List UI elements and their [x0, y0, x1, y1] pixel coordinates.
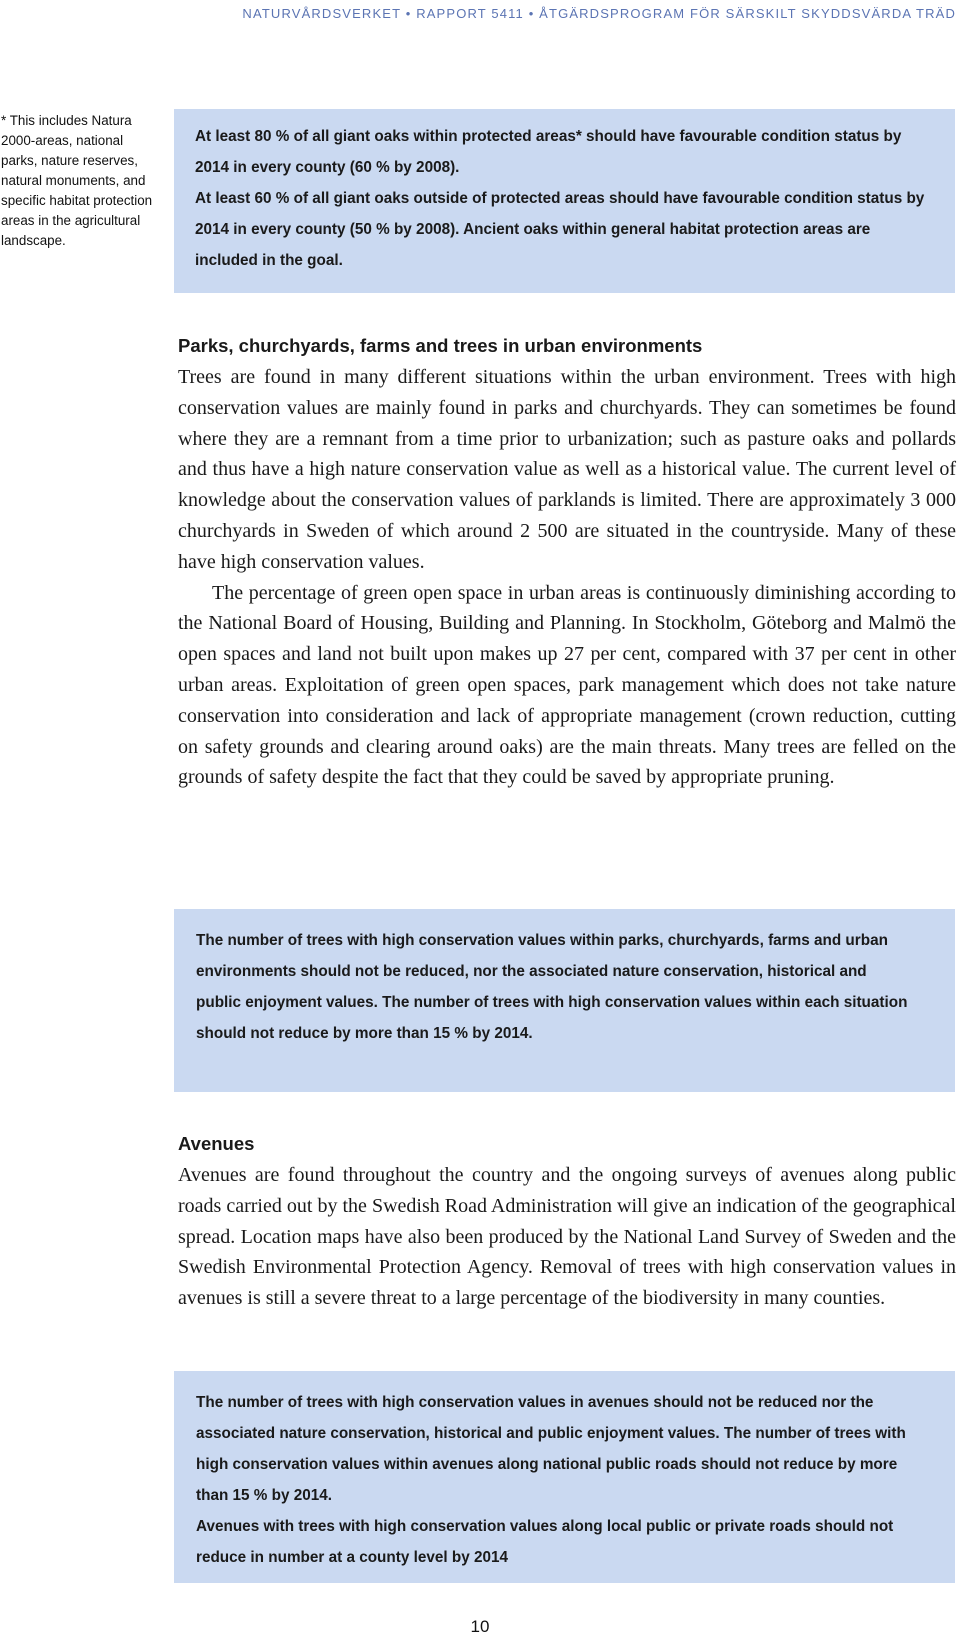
goal-text: At least 80 % of all giant oaks within protected areas* should have favourable condition status by 2014 in every county (60 % by 2008). — [195, 128, 902, 176]
goal-box-avenues — [174, 1371, 955, 1583]
goal-text: At least 60 % of all giant oaks outside of protected areas should have favourable condition status by 2014 in every county (50 % by 2008). Ancient oaks within general habitat protection areas are included in the goal. — [195, 190, 925, 269]
goal-box-parks — [174, 909, 955, 1092]
body-paragraph: The percentage of green open space in urban areas is continuously diminishing according to the National Board of Housing, Building and Planning. In Stockholm, Göteborg and Malmö the open spaces and land not built upon makes up 27 per cent, compared with 37 per cent in other urban areas. Exploitation of green open spaces, park management which does not take nature conservation into consideration and lack of appropriate management (crown reduction, cutting on safety grounds and clearing around oaks) are the main threats. Many trees are felled on the grounds of safety despite the fact that they could be saved by appropriate pruning. — [178, 581, 956, 789]
section-body-avenues — [178, 1160, 956, 1314]
body-paragraph: Trees are found in many different situations within the urban environment. Trees with high conservation values are mainly found in parks and churchyards. They can sometimes be found where they are a remnant from a time prior to urbanization; such as pasture oaks and pollards and thus have a high nature conservation value as well as a historical value. The current level of knowledge about the conservation values of parklands is limited. There are approximately 3 000 churchyards in Sweden of which around 2 500 are situated in the countryside. Many of these have high conservation values. — [178, 366, 956, 573]
goal-text: The number of trees with high conservation values in avenues should not be reduced nor the associated nature conservation, historical and public enjoyment values. The number of trees with high conservation values within avenues along national public roads should not reduce by more than 15 % by 2014. — [196, 1394, 906, 1504]
sidebar-footnote: * This includes Natura 2000-areas, national parks, nature reserves, natural monuments, and specific habitat protection areas in the agricultural landscape. — [1, 113, 153, 248]
body-paragraph: Avenues are found throughout the country and the ongoing surveys of avenues along public roads carried out by the Swedish Road Administration will give an indication of the geographical spread. Location maps have also been produced by the National Land Survey of Sweden and the Swedish Environmental Protection Agency. Removal of trees with high conservation values in avenues is still a severe threat to a large percentage of the biodiversity in many counties. — [178, 1164, 956, 1310]
section-body-parks — [178, 362, 956, 793]
goal-text: Avenues with trees with high conservation values along local public or private roads should not reduce in number at a county level by 2014 — [196, 1518, 894, 1566]
running-header: NATURVÅRDSVERKET • RAPPORT 5411 • ÅTGÄRDSPROGRAM FÖR SÄRSKILT SKYDDSVÄRDA TRÄD — [242, 6, 956, 21]
section-heading-parks: Parks, churchyards, farms and trees in urban environments — [178, 335, 703, 356]
goal-text: The number of trees with high conservation values within parks, churchyards, farms and urban environments should not be reduced, nor the associated nature conservation, historical and public enjoyment values. The number of trees with high conservation values within each situation should not reduce by more than 15 % by 2014. — [196, 932, 908, 1042]
section-heading-avenues: Avenues — [178, 1133, 255, 1154]
page-number: 10 — [470, 1617, 490, 1636]
goal-box-giant-oaks — [174, 109, 955, 293]
